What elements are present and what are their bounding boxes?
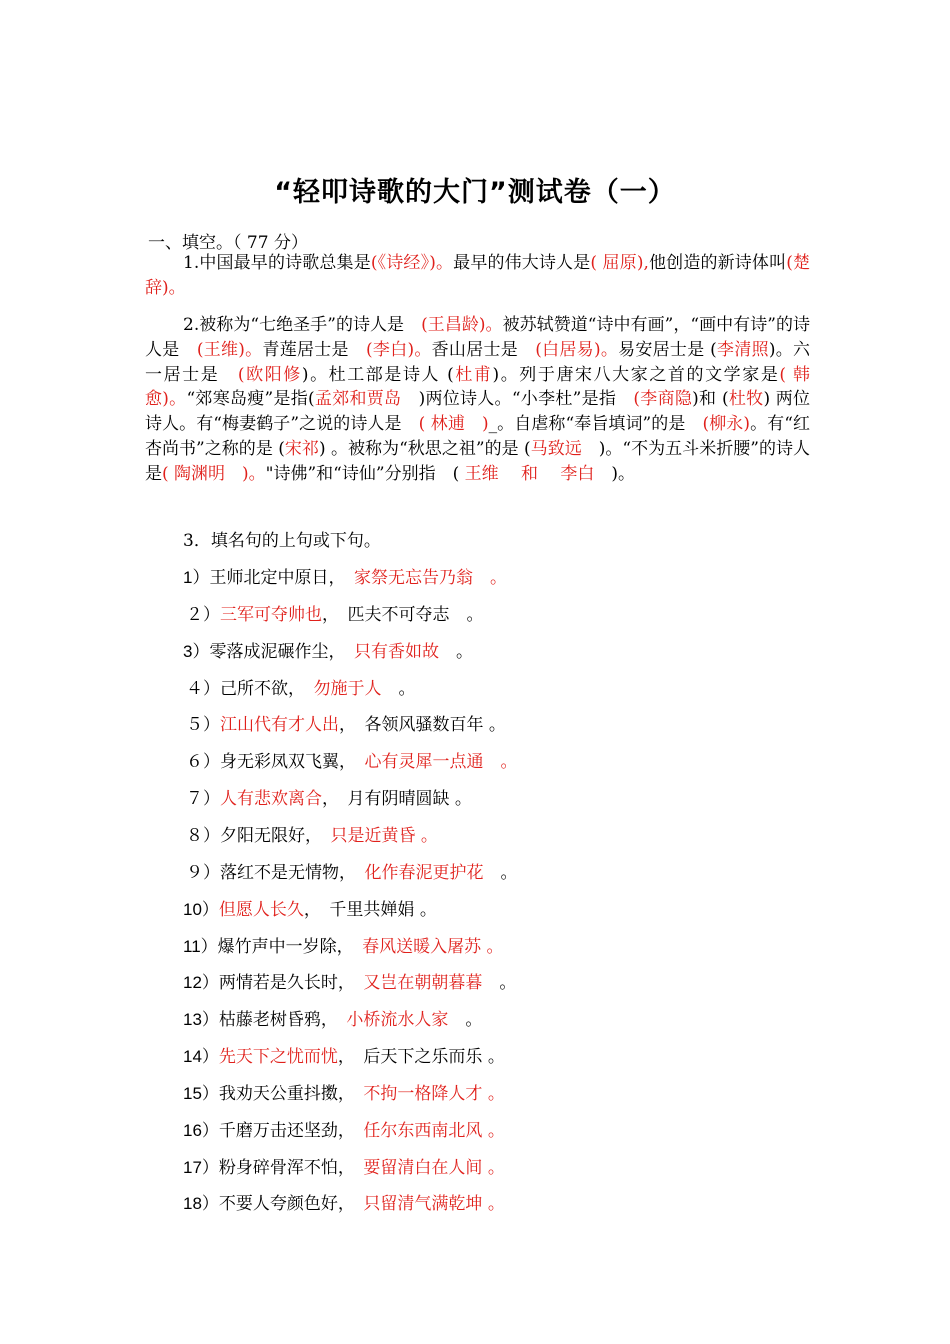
question-text: )。 [594, 463, 636, 484]
answer-text: 人有悲欢离合 [220, 789, 322, 810]
answer-text: 先天下之忧而忧 [218, 1047, 338, 1068]
verse-item [183, 1005, 482, 1030]
answer-text: ( 韩愈)。 [145, 364, 811, 410]
question-text: ， 匹夫不可夺志 。 [322, 604, 484, 625]
question-text: 最早的伟大诗人是 [453, 253, 591, 273]
answer-text: 马致远 [530, 438, 582, 459]
verse-item [183, 1116, 505, 1141]
question-text: ， 各领风骚数百年 。 [339, 715, 506, 736]
answer-text: 又岂在朝朝暮暮 [363, 973, 483, 994]
item-number: ２） [186, 604, 220, 624]
question-text: )两位诗人。“小李杜”是指 [401, 389, 634, 410]
answer-text: 李清照 [716, 339, 769, 360]
verse-item [183, 895, 437, 920]
item-number: ４） [186, 678, 220, 698]
question-3-heading: 3．填名句的上句或下句。 [183, 531, 381, 551]
question-text: )和 ( [692, 389, 729, 410]
answer-text: (李商隐 [633, 389, 693, 410]
question-text: 爆竹声中一岁除， [217, 936, 363, 957]
answer-text: ( 林逋 ) [418, 414, 489, 435]
verse-item [186, 858, 518, 883]
verse-item [183, 637, 473, 662]
question-text: 千磨万击还坚劲， [218, 1120, 364, 1141]
question-text: _。自虐称“奉旨填词”的是 [488, 414, 703, 435]
verse-item [183, 1042, 505, 1067]
verse-item [186, 747, 518, 772]
question-text: "诗佛”和“诗仙”分别指 ( [265, 463, 465, 484]
question-text: 不要人夸颜色好， [218, 1194, 364, 1215]
item-number: ６） [186, 752, 220, 772]
answer-text: 小桥流水人家 [346, 1010, 449, 1031]
item-number: 15） [183, 1083, 219, 1103]
question-text: 2.被称为“七绝圣手”的诗人是 [183, 315, 422, 335]
answer-text: ( 屈原), [590, 253, 649, 273]
item-number: 11） [183, 936, 218, 956]
answer-text: 王维 和 李白 [464, 463, 595, 484]
question-text: 王师北定中原日， [209, 568, 354, 588]
question-text: 。 [448, 1010, 483, 1031]
question-text: 枯藤老树昏鸦， [218, 1010, 347, 1031]
answer-text: 化作春泥更护花 [364, 862, 484, 883]
page-title: “轻叩诗歌的大门”测试卷（一） [274, 177, 676, 208]
answer-text: (欧阳修 [237, 364, 302, 385]
verse-item [186, 784, 472, 809]
item-number: 12） [183, 973, 219, 993]
question-text: 粉身碎骨浑不怕， [218, 1157, 364, 1178]
item-number: ８） [186, 825, 220, 845]
item-number: 18） [183, 1194, 219, 1214]
question-text: 他创造的新诗体叫 [648, 253, 787, 273]
question-text: 夕阳无限好， [220, 825, 331, 846]
answer-text: 家祭无忘告乃翁 。 [353, 568, 507, 588]
question-text: )。杜工部是诗人 ( [301, 364, 454, 385]
question-text: 香山居士是 [431, 339, 536, 360]
answer-text: (白居易)。 [535, 339, 619, 360]
answer-text: (王维)。 [196, 339, 263, 360]
verse-item [186, 600, 484, 625]
question-text: 。 [482, 973, 517, 994]
answer-text: ( 陶渊明 )。 [162, 463, 266, 484]
verse-item [183, 563, 507, 588]
verse-item [186, 674, 416, 699]
answer-text: 江山代有才人出 [220, 715, 339, 736]
item-number: 1） [183, 568, 210, 587]
answer-text: (王昌龄)。 [421, 315, 503, 335]
question-text: )。“不为五斗米折腰”的诗人是 [145, 438, 810, 484]
answer-text: 任尔东西南北风 。 [363, 1120, 505, 1141]
answer-text: (柳永) [702, 414, 751, 435]
answer-text: 春风送暖入屠苏 。 [362, 936, 504, 957]
question-text: 。 [438, 641, 473, 662]
verse-item [183, 968, 516, 993]
question-text: 。 [381, 678, 416, 699]
question-text: 易安居士是 ( [618, 339, 717, 360]
question-text: ) 。被称为“秋思之祖”的是 ( [318, 438, 531, 459]
verse-item [183, 932, 504, 957]
verse-item [186, 710, 506, 735]
question-text: 青莲居士是 [262, 339, 367, 360]
item-number: ９） [186, 862, 220, 882]
item-number: ５） [186, 715, 220, 735]
answer-text: 杜甫 [453, 364, 493, 385]
item-number: 13） [183, 1010, 219, 1030]
question-text: 落红不是无情物， [220, 862, 365, 883]
answer-text: 不拘一格降人才 。 [363, 1083, 505, 1104]
item-number: 10） [183, 899, 219, 919]
answer-text: 只留清气满乾坤 。 [363, 1194, 505, 1215]
question-text: 两情若是久长时， [218, 973, 364, 994]
answer-text: (《诗经》)。 [370, 253, 454, 273]
question-text: 己所不欲， [220, 678, 314, 699]
question-text: 。有“红杏尚书”之称的是 ( [145, 414, 811, 459]
question-text: )。列于唐宋八大家之首的文学家是 [492, 364, 780, 385]
question-text: )。六一居士是 [145, 339, 811, 385]
verse-item [183, 1079, 505, 1104]
question-text: ) 两位诗人。有“梅妻鹤子”之说的诗人是 [145, 389, 811, 435]
answer-text: (李白)。 [366, 339, 432, 360]
item-number: 16） [183, 1120, 219, 1140]
answer-text: 要留清白在人间 。 [363, 1157, 505, 1178]
question-2 [145, 313, 810, 487]
question-text: ， 月有阴晴圆缺 。 [322, 789, 472, 810]
answer-text: 只是近黄昏 。 [330, 825, 438, 846]
verse-item [183, 1189, 505, 1214]
answer-text: (楚辞)。 [145, 253, 811, 298]
answer-text: 但愿人长久 [218, 899, 304, 920]
verse-item [183, 1153, 505, 1178]
question-text: “郊寒岛瘦”是指( [186, 389, 315, 410]
question-text: ， 后天下之乐而乐 。 [337, 1047, 505, 1068]
answer-text: 孟郊和贾岛 [314, 389, 402, 410]
question-text: 零落成泥碾作尘， [209, 641, 354, 662]
question-text: 被苏轼赞道“诗中有画”，“画中有诗”的诗人是 [145, 315, 811, 360]
question-text: 身无彩凤双飞翼， [220, 752, 365, 773]
item-number: 17） [183, 1157, 219, 1177]
item-number: ７） [186, 789, 220, 809]
section-heading-fill-blanks: 一、填空。（ 77 分） [148, 233, 308, 253]
answer-text: 宋祁 [284, 438, 319, 459]
question-text: 我劝天公重抖擞， [218, 1083, 364, 1104]
question-text: ， 千里共婵娟 。 [303, 899, 437, 920]
answer-text: 勿施于人 [313, 678, 382, 699]
question-text: 1.中国最早的诗歌总集是 [183, 253, 371, 273]
question-text: 。 [483, 862, 518, 883]
item-number: 14） [183, 1047, 219, 1067]
question-1 [145, 251, 810, 301]
answer-text: 三军可夺帅也 [220, 604, 322, 625]
item-number: 3） [183, 641, 210, 661]
answer-text: 只有香如故 [353, 641, 439, 662]
answer-text: 杜牧 [728, 389, 764, 410]
answer-text: 心有灵犀一点通 。 [364, 752, 518, 773]
verse-item [186, 821, 438, 846]
